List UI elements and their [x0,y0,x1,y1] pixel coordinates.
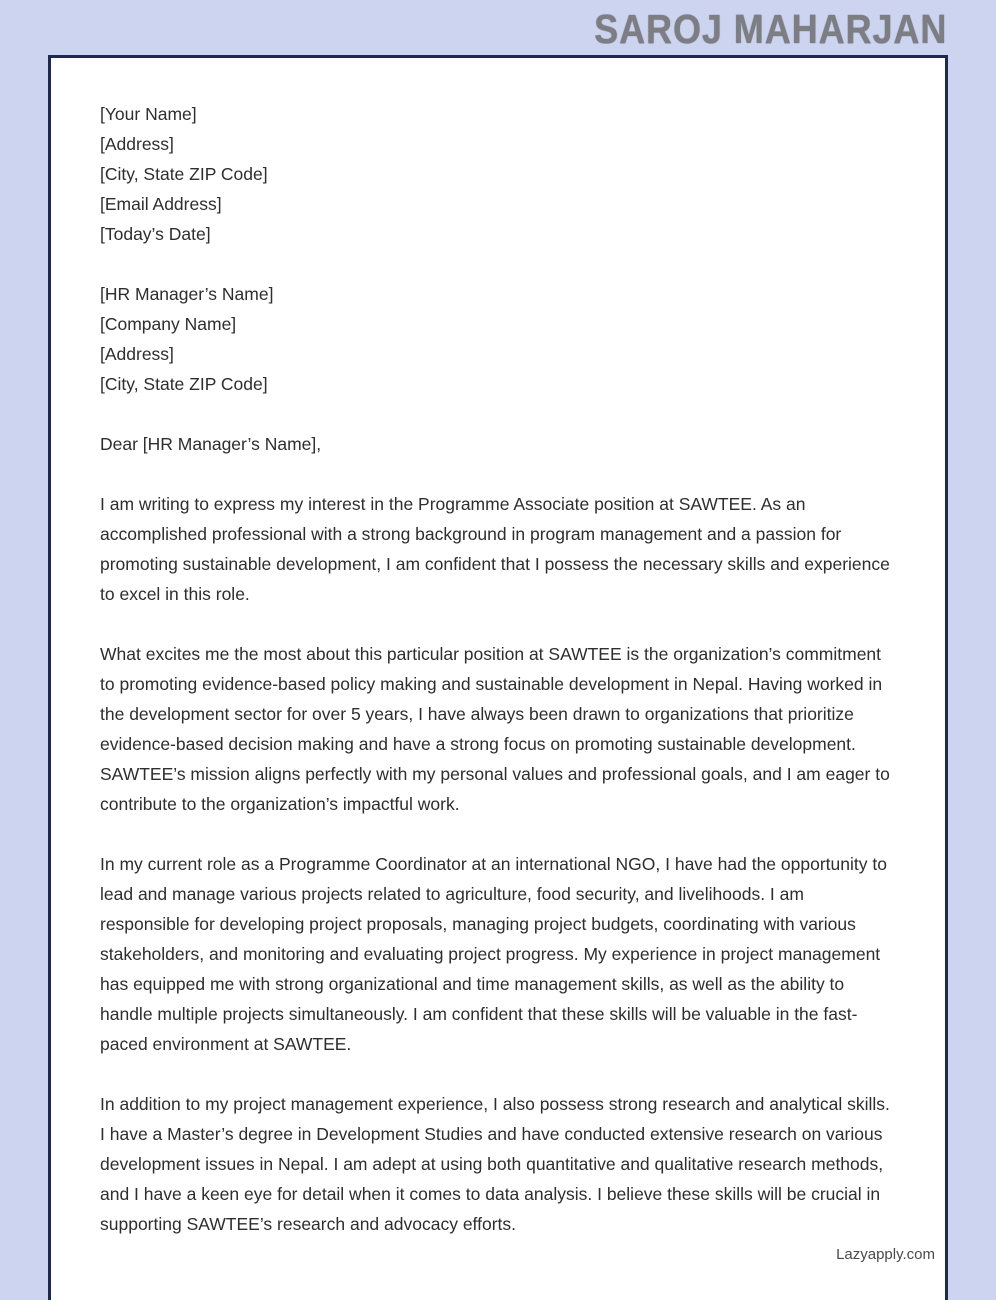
recipient-address-line: [Address] [100,344,174,364]
recipient-address-block [100,279,895,399]
letter-body [51,58,945,1239]
sender-address-block [100,99,895,249]
paragraph-experience: In my current role as a Programme Coordinator at an international NGO, I have had the opportunity to lead and manage various projects related to agriculture, food security, and livelihoods. I am responsible for developing project proposals, managing project budgets, coordinating with various stakeholders, and monitoring and evaluating project progress. My experience in project management has equipped me with strong organizational and time management skills, as well as the ability to handle multiple projects simultaneously. I am confident that these skills will be valuable in the fast-paced environment at SAWTEE. [100,854,887,1054]
sender-email-line: [Email Address] [100,194,222,214]
recipient-company-line: [Company Name] [100,314,237,334]
header-author-name: SAROJ MAHARJAN [593,6,947,52]
sender-city-line: [City, State ZIP Code] [100,164,268,184]
sender-address-line: [Address] [100,134,174,154]
paragraph-motivation: What excites me the most about this particular position at SAWTEE is the organization’s commitment to promoting evidence-based policy making and sustainable development in Nepal. Having worked in the development sector for over 5 years, I have always been drawn to organizations that prioritize evidence-based decision making and have a strong focus on promoting sustainable development. SAWTEE’s mission aligns perfectly with my personal values and professional goals, and I am eager to contribute to the organization’s impactful work. [100,644,890,814]
salutation: Dear [HR Manager’s Name], [100,434,322,454]
paragraph-intro: I am writing to express my interest in the Programme Associate position at SAWTEE. As an accomplished professional with a strong background in program management and a passion for promoting sustainable development, I am confident that I possess the necessary skills and experience to excel in this role. [100,494,890,604]
letter-page [48,55,948,1300]
watermark-lazyapply: Lazyapply.com [836,1246,935,1263]
sender-date-line: [Today’s Date] [100,224,211,244]
sender-name-line: [Your Name] [100,104,197,124]
recipient-city-line: [City, State ZIP Code] [100,374,268,394]
paragraph-skills: In addition to my project management experience, I also possess strong research and analytical skills. I have a Master’s degree in Development Studies and have conducted extensive research on various development issues in Nepal. I am adept at using both quantitative and qualitative research methods, and I have a keen eye for detail when it comes to data analysis. I believe these skills will be crucial in supporting SAWTEE’s research and advocacy efforts. [100,1094,890,1234]
recipient-name-line: [HR Manager’s Name] [100,284,274,304]
